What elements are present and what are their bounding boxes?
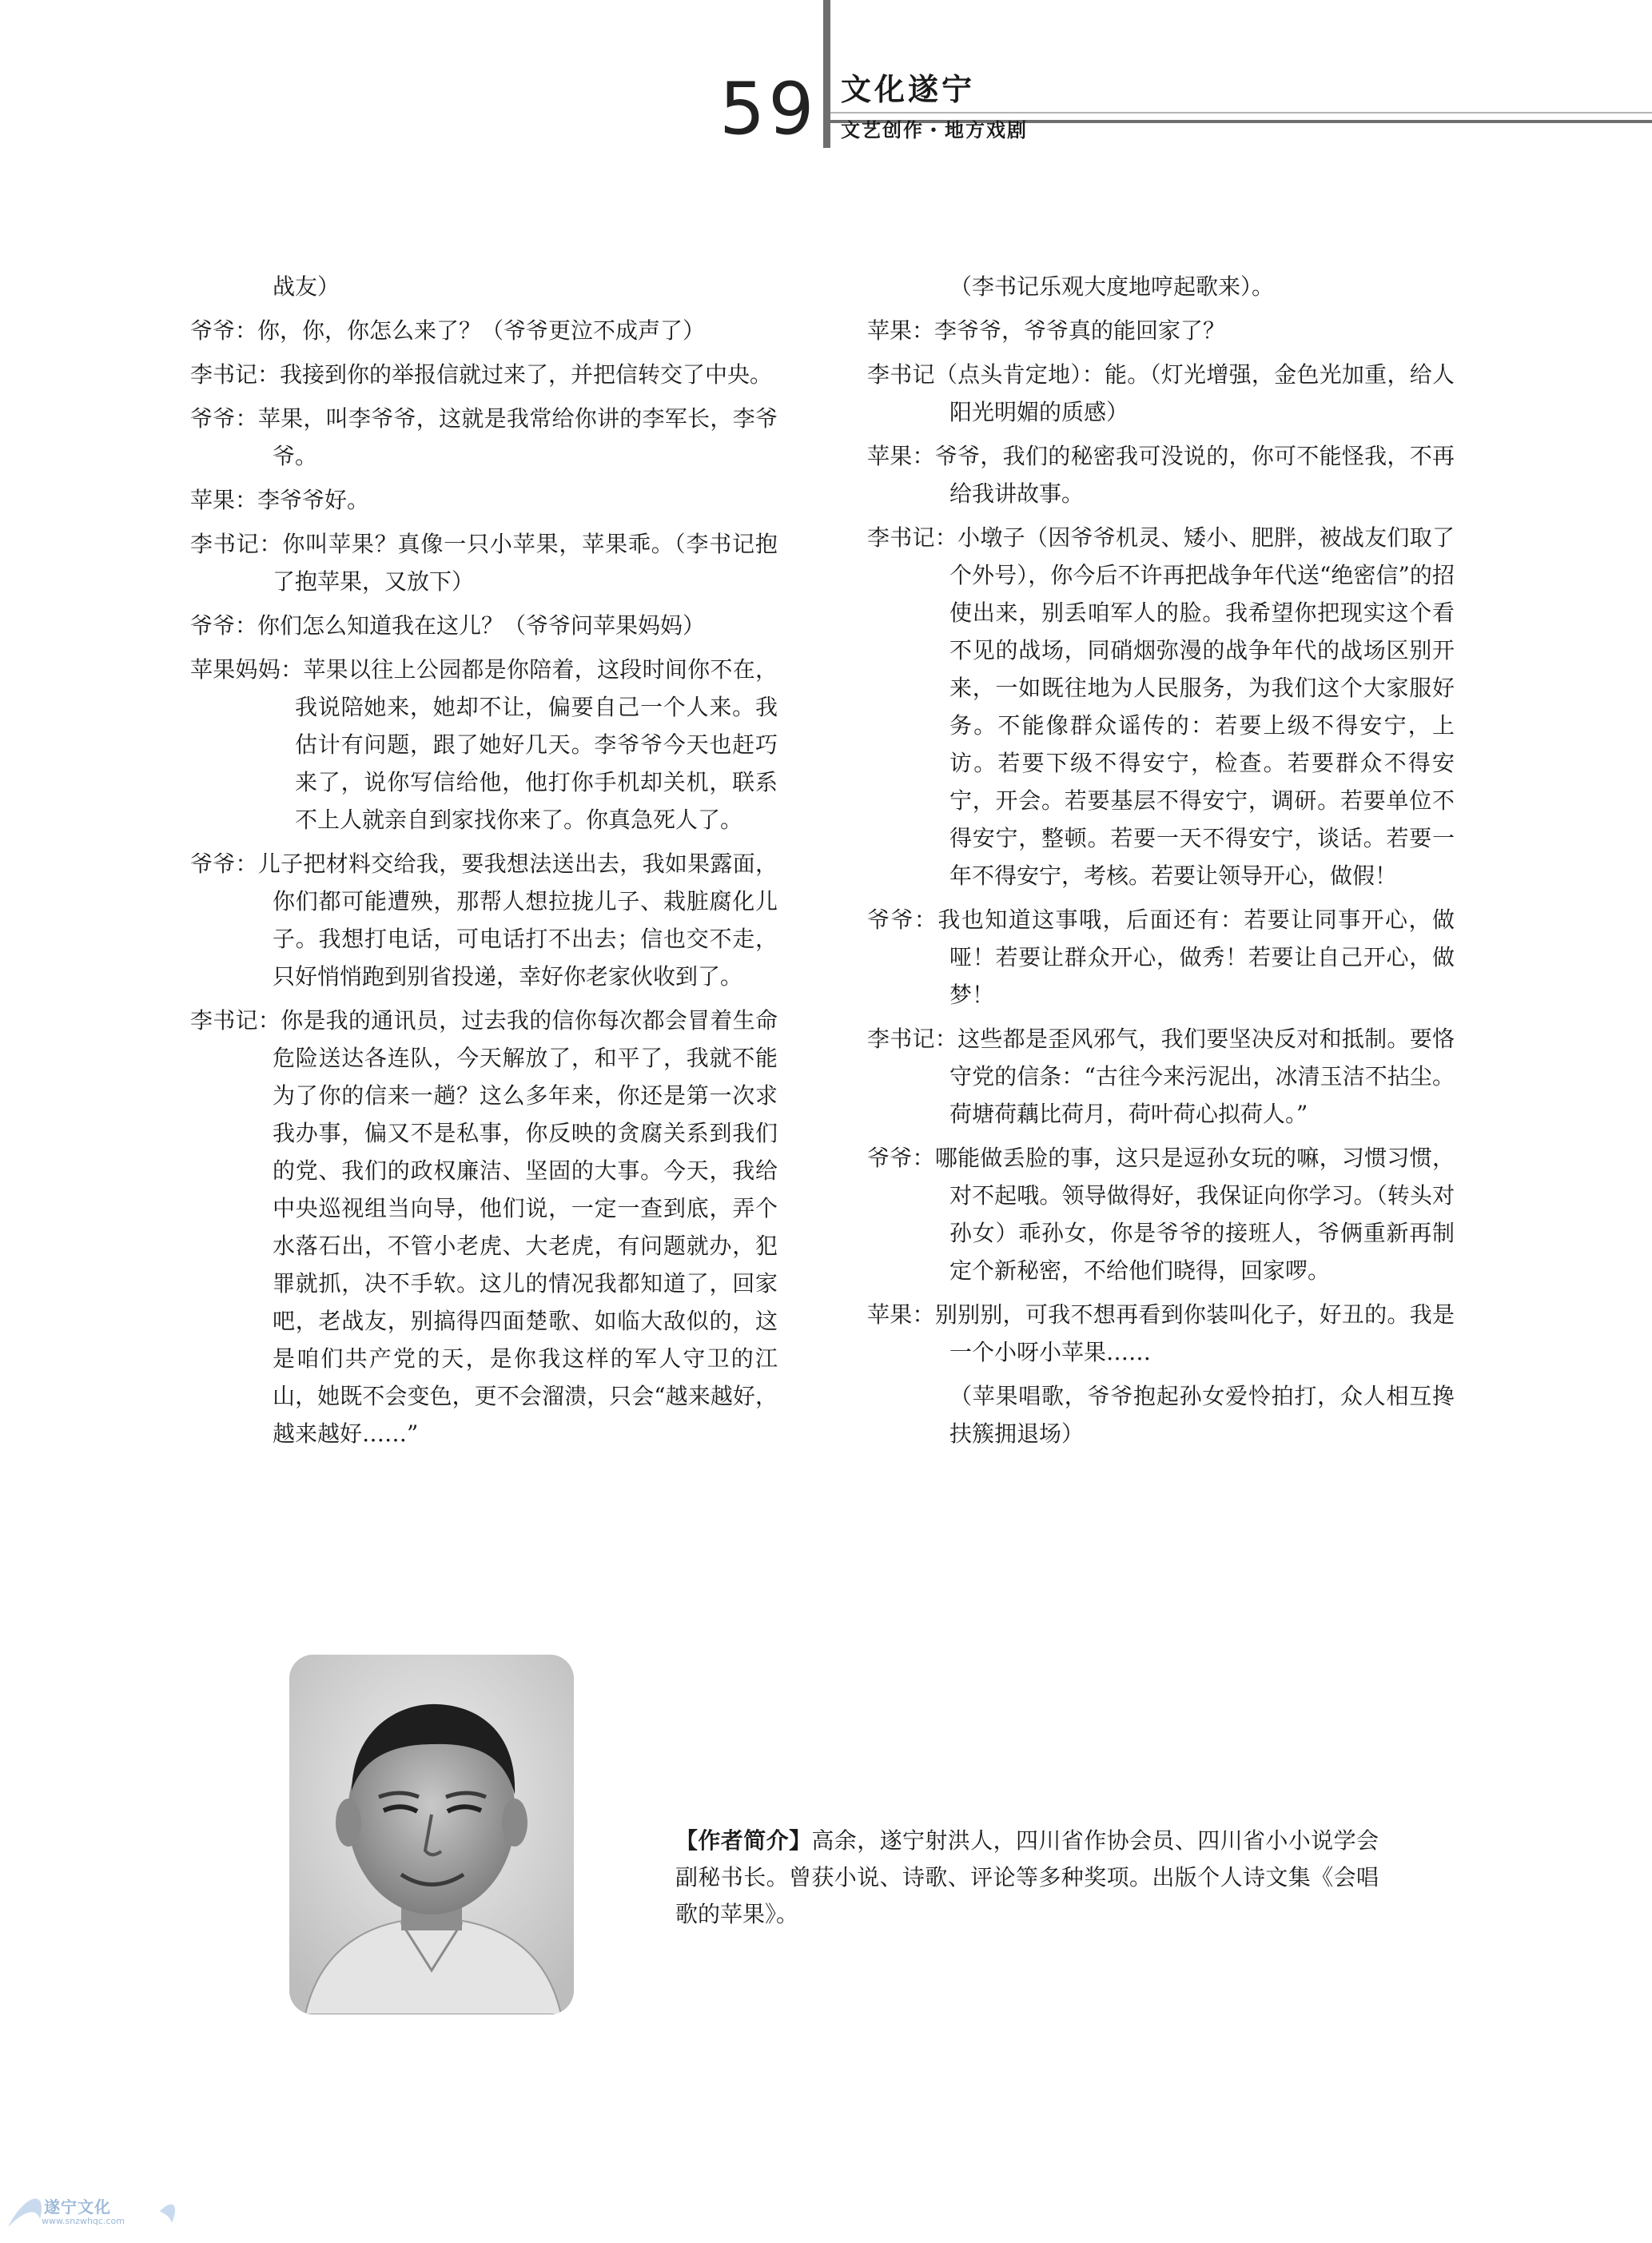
dialogue-text: （苹果唱歌，爷爷抱起孙女爱怜拍打，众人相互搀扶簇拥退场） [949,1383,1455,1447]
dialogue-text: 别别别，可我不想再看到你装叫化子，好丑的。我是一个小呀小苹果…… [934,1301,1455,1365]
speaker-name: 苹果： [867,443,935,469]
dialogue-text: 战友） [273,273,340,300]
dialogue-text: 哪能做丢脸的事，这只是逗孙女玩的嘛，习惯习惯，对不起哦。领导做得好，我保证向你学习。（转头对孙女）乖孙女，你是爷爷的接班人，爷俩重新再制定个新秘密，不给他们晓得，回家啰。 [934,1145,1455,1284]
speaker-name: 李书记： [867,1026,958,1052]
dialogue-text: 我接到你的举报信就过来了，并把信转交了中央。 [280,361,773,388]
dialogue-text: （点头肯定地）：能。（灯光增强，金色光加重，给人阳光明媚的质感） [934,361,1455,425]
dialogue-text: 你，你，你怎么来了？（爷爷更泣不成声了） [257,317,706,344]
speaker-name: 爷爷： [190,405,258,432]
speaker-name: 李书记 [867,361,935,388]
speaker-name: 爷爷： [190,612,258,639]
left-text-column [190,268,778,1459]
author-bio-tag: 【作者简介】 [675,1827,812,1854]
speaker-name: 爷爷： [867,1145,935,1171]
author-portrait-image [289,1655,574,2014]
dialogue-line [190,268,778,305]
dialogue-line [867,312,1455,349]
dialogue-text: 小墩子（因爷爷机灵、矮小、肥胖，被战友们取了个外号），你今后不许再把战争年代送“绝密信”的招使出来，别丢咱军人的脸。我希望你把现实这个看不见的战场，同硝烟弥漫的战争年代的战场区别开来，一如既往地为人民服务，为我们这个大家服好务。不能像群众谣传的：若要上级不得安宁，上访。若要下级不得安宁，检查。若要群众不得安宁，开会。若要基层不得安宁，调研。若要单位不得安宁，整顿。若要一天不得安宁，谈话。若要一年不得安宁，考核。若要让领导开心，做假！ [949,524,1455,889]
dialogue-text: 你叫苹果？真像一只小苹果，苹果乖。（李书记抱了抱苹果，又放下） [273,531,778,595]
author-bio [675,1823,1379,1933]
dialogue-line [190,651,778,839]
dialogue-line [867,1139,1455,1289]
dialogue-line [190,1002,778,1452]
dialogue-line [190,356,778,393]
speaker-name: 李书记： [190,1007,281,1034]
page-number: 59 [719,67,818,151]
section-label: 文艺创作・地方戏剧 [841,118,1028,141]
magazine-title: 文化遂宁 [841,71,976,107]
dialogue-text: （李书记乐观大度地哼起歌来）。 [949,273,1275,300]
watermark-url: www.snzwhqc.com [42,2216,125,2226]
dialogue-line [190,481,778,519]
dialogue-line [867,519,1455,894]
watermark-name: 遂宁文化 [44,2197,111,2217]
dialogue-text: 李爷爷，爷爷真的能回家了？ [934,317,1226,344]
dialogue-text: 苹果，叫李爷爷，这就是我常给你讲的李军长，李爷爷。 [257,405,778,469]
dialogue-line [867,1020,1455,1133]
dialogue-line [867,268,1455,305]
speaker-name: 李书记： [867,524,958,551]
speaker-name: 爷爷： [867,906,938,933]
dialogue-text: 你们怎么知道我在这儿？（爷爷问苹果妈妈） [257,612,706,639]
dialogue-line [190,525,778,600]
dialogue-text: 你是我的通讯员，过去我的信你每次都会冒着生命危险送达各连队，今天解放了，和平了，我就不能为了你的信来一趟？这么多年来，你还是第一次求我办事，偏又不是私事，你反映的贪腐关系到我们的党、我们的政权廉洁、坚固的大事。今天，我给中央巡视组当向导，他们说，一定一查到底，弄个水落石出，不管小老虎、大老虎，有问题就办，犯罪就抓，决不手软。这儿的情况我都知道了，回家吧，老战友，别搞得四面楚歌、如临大敌似的，这是咱们共产党的天，是你我这样的军人守卫的江山，她既不会变色，更不会溜溃，只会“越来越好，越来越好……” [273,1007,778,1447]
dialogue-text: 苹果以往上公园都是你陪着，这段时间你不在，我说陪她来，她却不让，偏要自己一个人来。我估计有问题，跟了她好几天。李爷爷今天也赶巧来了，说你写信给他，他打你手机却关机，联系不上人就亲自到家找你来了。你真急死人了。 [295,656,778,833]
dialogue-text: 我也知道这事哦，后面还有：若要让同事开心，做哑！若要让群众开心，做秀！若要让自己开心，做梦！ [937,906,1455,1008]
speaker-name: 苹果： [190,487,258,513]
dialogue-line [190,400,778,475]
speaker-name: 爷爷： [190,851,258,877]
right-text-column [867,268,1455,1459]
speaker-name: 爷爷： [190,317,258,344]
header-vertical-rule [823,0,830,148]
dialogue-text: 爷爷，我们的秘密我可没说的，你可不能怪我，不再给我讲故事。 [934,443,1455,507]
speaker-name: 李书记： [190,531,283,557]
author-photo [289,1655,574,2014]
dialogue-line [867,1377,1455,1452]
dialogue-text: 这些都是歪风邪气，我们要坚决反对和抵制。要恪守党的信条：“古往今来污泥出，冰清玉洁不拈尘。荷塘荷藕比荷月，荷叶荷心拟荷人。” [949,1026,1455,1127]
speaker-name: 苹果： [867,317,935,344]
dialogue-line [190,607,778,644]
dialogue-text: 李爷爷好。 [257,487,370,513]
dialogue-line [867,901,1455,1014]
speaker-name: 苹果： [867,1301,935,1328]
speaker-name: 苹果妈妈： [190,656,304,683]
dialogue-line [867,437,1455,512]
speaker-name: 李书记： [190,361,281,388]
dialogue-line [867,1296,1455,1371]
author-bio-text: 高余，遂宁射洪人，四川省作协会员、四川省小小说学会副秘书长。曾获小说、诗歌、评论等多种奖项。出版个人诗文集《会唱歌的苹果》。 [675,1827,1379,1927]
dialogue-line [867,356,1455,431]
dialogue-line [190,312,778,349]
dialogue-line [190,845,778,995]
dialogue-text: 儿子把材料交给我，要我想法送出去，我如果露面，你们都可能遭殃，那帮人想拉拢儿子、栽脏腐化儿子。我想打电话，可电话打不出去；信也交不走，只好悄悄跑到别省投递，幸好你老家伙收到了。 [257,851,778,990]
header-thin-rule [830,112,1652,114]
